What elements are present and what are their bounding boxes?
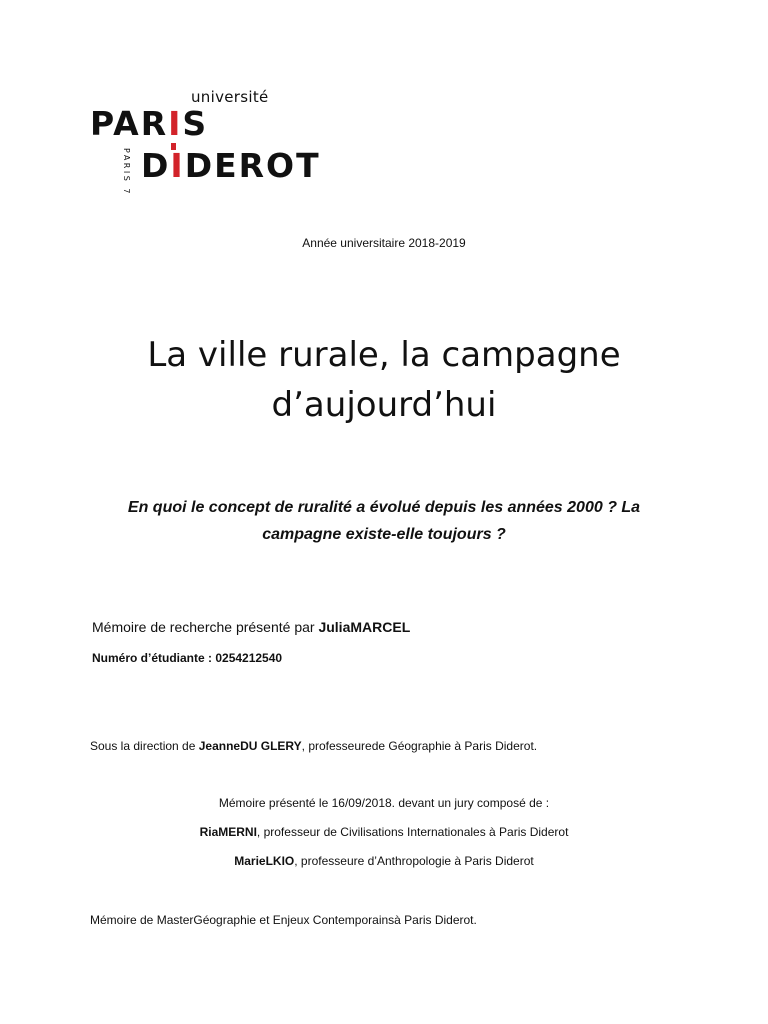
logo-diderot-text: DIDEROT	[141, 146, 321, 185]
jury-member-name: MarieLKIO	[234, 854, 295, 868]
presented-by: Mémoire de recherche présenté par JuliaMARCEL	[92, 619, 411, 635]
supervisor-line: Sous la direction de JeanneDU GLERY, professeurede Géographie à Paris Diderot.	[90, 739, 538, 753]
logo-paris7-text: PARIS 7	[122, 148, 131, 196]
academic-year: Année universitaire 2018-2019	[302, 236, 466, 250]
jury-member: MarieLKIO, professeure d’Anthropologie à Paris Diderot	[234, 854, 534, 868]
university-logo	[90, 88, 340, 198]
jury-member-name: RiaMERNI	[199, 825, 257, 839]
subtitle-line-1: En quoi le concept de ruralité a évolué depuis les années 2000 ? La	[127, 499, 641, 516]
subtitle-line-2: campagne existe-elle toujours ?	[262, 526, 506, 543]
title-line-1: La ville rurale, la campagne	[147, 335, 621, 375]
logo-paris-text: PARIS	[90, 104, 209, 143]
student-number: Numéro d’étudiante : 0254212540	[92, 651, 283, 665]
author-name: JuliaMARCEL	[318, 619, 411, 635]
document-title	[0, 330, 768, 430]
master-line: Mémoire de MasterGéographie et Enjeux Contemporainsà Paris Diderot.	[90, 913, 477, 927]
document-subtitle	[0, 494, 768, 548]
jury-member: RiaMERNI, professeur de Civilisations Internationales à Paris Diderot	[199, 825, 569, 839]
logo-universite-text: université	[191, 88, 269, 106]
title-line-2: d’aujourd’hui	[271, 385, 497, 425]
jury-intro: Mémoire présenté le 16/09/2018. devant un jury composé de :	[218, 796, 550, 810]
supervisor-name: JeanneDU GLERY	[198, 739, 302, 753]
